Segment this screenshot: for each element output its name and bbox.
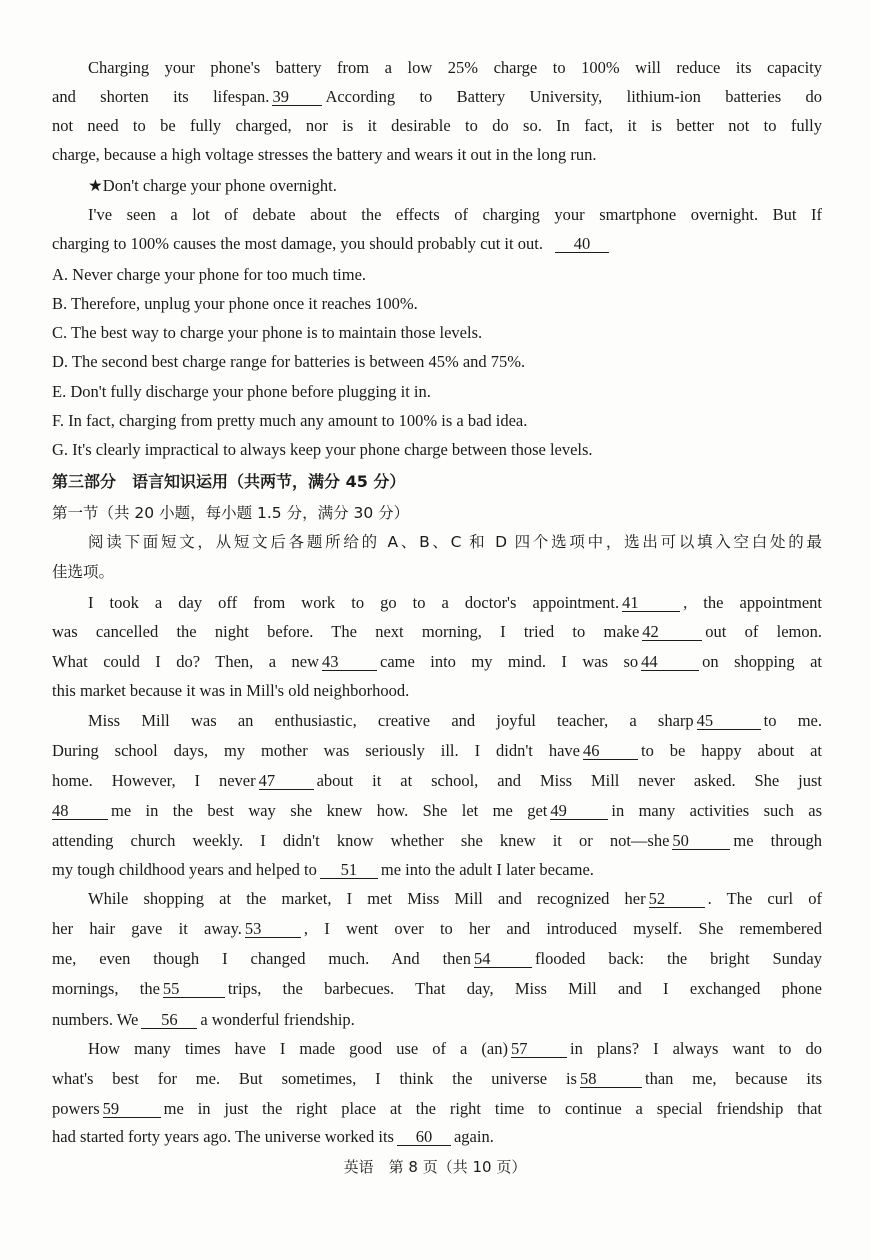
cloze-line: 48 me in the best way she knew how. She let me get 49 in many activities such as	[52, 801, 822, 820]
cloze-line: How many times have I made good use of a (an) 57 in plans? I always want to do	[88, 1039, 822, 1058]
cloze-line: attending church weekly. I didn't know whether she knew it or not—she 50 me through	[52, 831, 822, 850]
answer-blank[interactable]: 46	[583, 742, 638, 760]
answer-blank[interactable]: 51	[320, 861, 378, 879]
answer-blank[interactable]: 40	[555, 235, 609, 253]
option-f: F. In fact, charging from pretty much any amount to 100% is a bad idea.	[52, 411, 528, 430]
cloze-line: home. However, I never 47 about it at school, and Miss Mill never asked. She just	[52, 771, 822, 790]
passage-line: Charging your phone's battery from a low 25% charge to 100% will reduce its capacity	[88, 58, 822, 77]
cloze-line: me, even though I changed much. And then 54 flooded back: the bright Sunday	[52, 949, 822, 968]
answer-blank[interactable]: 45	[697, 712, 761, 730]
cloze-line: Miss Mill was an enthusiastic, creative and joyful teacher, a sharp 45 to me.	[88, 711, 822, 730]
passage-line	[52, 233, 822, 255]
page-footer: 英语 第 8 页（共 10 页）	[343, 1158, 527, 1176]
cloze-line: had started forty years ago. The universe worked its 60 again.	[52, 1127, 494, 1146]
text-segment: and shorten its lifespan.	[52, 87, 270, 106]
answer-blank[interactable]: 55	[163, 980, 225, 998]
answer-blank[interactable]: 39	[272, 88, 322, 106]
option-c: C. The best way to charge your phone is to maintain those levels.	[52, 323, 483, 342]
cloze-line: While shopping at the market, I met Miss Mill and recognized her 52 . The curl of	[88, 889, 822, 908]
cloze-line: mornings, the 55 trips, the barbecues. That day, Miss Mill and I exchanged phone	[52, 979, 822, 998]
answer-blank[interactable]: 53	[245, 920, 301, 938]
passage-line: charge, because a high voltage stresses the battery and wears it out in the long run.	[52, 145, 597, 164]
option-a: A. Never charge your phone for too much time.	[52, 265, 367, 284]
answer-blank[interactable]: 50	[672, 832, 730, 850]
option-d: D. The second best charge range for batteries is between 45% and 75%.	[52, 352, 526, 371]
answer-blank[interactable]: 52	[649, 890, 705, 908]
answer-blank[interactable]: 54	[474, 950, 532, 968]
answer-blank[interactable]: 49	[550, 802, 608, 820]
cloze-line: During school days, my mother was seriously ill. I didn't have 46 to be happy about at	[52, 741, 822, 760]
passage-line: I've seen a lot of debate about the effects of charging your smartphone overnight. But If	[88, 205, 822, 224]
subsection-title: 第一节（共 20 小题，每小题 1.5 分，满分 30 分）	[52, 504, 410, 522]
section-title: 第三部分 语言知识运用（共两节，满分 45 分）	[52, 472, 406, 491]
answer-blank[interactable]: 59	[103, 1100, 161, 1118]
cloze-line: her hair gave it away. 53 , I went over to her and introduced myself. She remembered	[52, 919, 822, 938]
cloze-line: my tough childhood years and helped to 51 me into the adult I later became.	[52, 860, 594, 879]
answer-blank[interactable]: 57	[511, 1040, 567, 1058]
option-g: G. It's clearly impractical to always keep your phone charge between those levels.	[52, 440, 593, 459]
option-b: B. Therefore, unplug your phone once it reaches 100%.	[52, 294, 418, 313]
cloze-line: what's best for me. But sometimes, I think the universe is 58 than me, because its	[52, 1069, 822, 1088]
cloze-line: was cancelled the night before. The next morning, I tried to make 42 out of lemon.	[52, 622, 822, 641]
cloze-line: powers 59 me in just the right place at the right time to continue a special friendship that	[52, 1099, 822, 1118]
instructions-line: 佳选项。	[52, 563, 115, 581]
answer-blank[interactable]: 44	[641, 653, 699, 671]
instructions-line: 阅读下面短文，从短文后各题所给的 A、B、C 和 D 四个选项中，选出可以填入空白处的最	[88, 533, 822, 551]
answer-blank[interactable]: 42	[642, 623, 702, 641]
passage-line: not need to be fully charged, nor is it desirable to do so. In fact, it is better not to fully	[52, 116, 822, 135]
answer-blank[interactable]: 43	[322, 653, 377, 671]
answer-blank[interactable]: 48	[52, 802, 108, 820]
answer-blank[interactable]: 58	[580, 1070, 642, 1088]
answer-blank[interactable]: 56	[141, 1011, 197, 1029]
cloze-line: What could I do? Then, a new 43 came into my mind. I was so 44 on shopping at	[52, 652, 822, 671]
option-e: E. Don't fully discharge your phone before plugging it in.	[52, 382, 431, 401]
answer-blank[interactable]: 41	[622, 594, 680, 612]
cloze-line: numbers. We 56 a wonderful friendship.	[52, 1010, 355, 1029]
answer-blank[interactable]: 60	[397, 1128, 451, 1146]
text-segment: According to Battery University, lithium-ion batteries do	[325, 87, 822, 106]
text-segment: charging to 100% causes the most damage, you should probably cut it out.	[52, 234, 543, 253]
cloze-line: I took a day off from work to go to a doctor's appointment. 41 , the appointment	[88, 593, 822, 612]
passage-line	[52, 86, 822, 108]
cloze-line: this market because it was in Mill's old neighborhood.	[52, 681, 410, 700]
section-heading: ★Don't charge your phone overnight.	[88, 176, 337, 195]
answer-blank[interactable]: 47	[259, 772, 314, 790]
